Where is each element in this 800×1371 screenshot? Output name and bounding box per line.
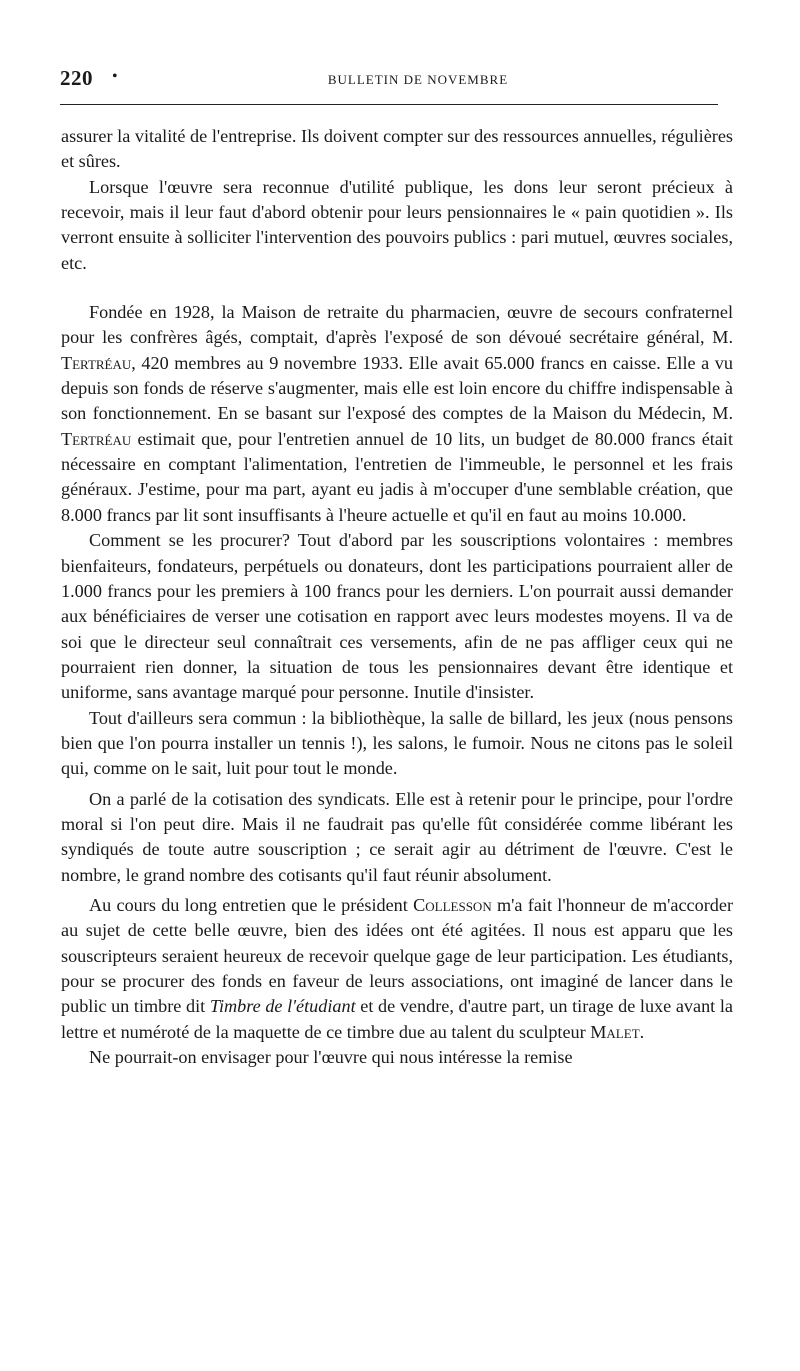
person-name-tertreau: Tertréau — [61, 352, 132, 373]
person-name-malet: Malet — [590, 1021, 640, 1042]
paragraph-4: Comment se les procurer? Tout d'abord par les souscriptions volontaires : membres bienfaiteurs, fondateurs, perpétuels ou donateurs, dont les participations pourraient aller de 1.000 francs pour les premiers à 100 francs pour les derniers. L'on pourrait aussi demander aux bénéficiaires de verser une cotisation en rapport avec leurs modestes moyens. Il va de soi que le directeur seul connaîtrait ces versements, afin de ne pas affliger ceux qui ne pourraient rien donner, la situation de tous les pensionnaires devant être identique et uniforme, sans avantage marqué pour personne. Inutile d'insister. — [61, 530, 733, 703]
paragraph-1: assurer la vitalité de l'entreprise. Ils doivent compter sur des ressources annuelles, régulières et sûres. — [61, 126, 733, 172]
paragraph-7-text-a: Au cours du long entretien que le président — [89, 894, 414, 915]
paragraph-8: Ne pourrait-on envisager pour l'œuvre qui nous intéresse la remise — [89, 1047, 573, 1068]
paragraph-5: Tout d'ailleurs sera commun : la bibliothèque, la salle de billard, les jeux (nous pensons bien que l'on pourra installer un tennis !), les salons, le fumoir. Nous ne citons pas le soleil qui, comme on le sait, luit pour tout le monde. — [61, 707, 733, 779]
running-title: BULLETIN DE NOVEMBRE — [327, 72, 509, 87]
body-text — [61, 124, 733, 1070]
paragraph-7-text-d: . — [639, 1021, 645, 1042]
paragraph-2: Lorsque l'œuvre sera reconnue d'utilité publique, les dons leur seront précieux à recevoir, mais il leur faut d'abord obtenir pour leurs pensionnaires le « pain quotidien ». Ils verront ensuite à solliciter l'intervention des pouvoirs publics : pari mutuel, œuvres sociales, etc. — [61, 176, 733, 273]
person-name-tertreau-2: Tertréau — [61, 428, 132, 449]
paragraph-3-text-a: Fondée en 1928, la Maison de retraite du pharmacien, œuvre de secours confraternel pour les confrères âgés, comptait, d'après l'exposé de son dévoué secrétaire général, M. — [61, 302, 733, 348]
paragraph-3 — [61, 300, 733, 528]
paragraph-7-text-c: et de vendre, d'autre part, un tirage de luxe avant la lettre et numéroté de la maquette de ce timbre due au talent du sculpteur — [61, 996, 733, 1042]
page-header — [60, 66, 718, 96]
person-name-collesson: Collesson — [413, 894, 492, 915]
page-number: 220 — [60, 66, 93, 90]
header-dot: • — [112, 68, 118, 85]
paragraph-3-text-c: estimait que, pour l'entretien annuel de 10 lits, un budget de 80.000 francs était nécessaire en comptant l'alimentation, l'entretien de l'immeuble, le personnel et les frais généraux. J'estime, pour ma part, ayant eu jadis à m'occuper d'une semblable création, que 8.000 francs par lit sont insuffisants à l'heure actuelle et qu'il en faut au moins 10.000. — [61, 428, 733, 525]
header-rule — [60, 104, 718, 105]
paragraph-6: On a parlé de la cotisation des syndicats. Elle est à retenir pour le principe, pour l'ordre moral si l'on peut dire. Mais il ne faudrait pas qu'elle fût considérée comme libérant les syndiqués de toute autre souscription ; ce serait agir au détriment de l'œuvre. C'est le nombre, le grand nombre des cotisants qu'il faut réunir absolument. — [61, 788, 733, 885]
stamp-title-italic: Timbre de l'étudiant — [209, 996, 356, 1017]
paragraph-7 — [61, 893, 733, 1045]
paragraph-3-text-b: , 420 membres au 9 novembre 1933. Elle avait 65.000 francs en caisse. Elle a vu depuis son fonds de réserve s'augmenter, mais elle est loin encore du chiffre indispensable à son fonctionnement. En se basant sur l'exposé des comptes de la Maison du Médecin, M. — [61, 352, 733, 424]
paragraph-7-text-b: m'a fait l'honneur de m'accorder au sujet de cette belle œuvre, bien des idées ont été agitées. Il nous est apparu que les souscripteurs seraient heureux de recevoir quelque gage de leur participation. Les étudiants, pour se procurer des fonds en faveur de leurs associations, ont imaginé de lancer dans le public un timbre dit — [61, 894, 733, 1017]
